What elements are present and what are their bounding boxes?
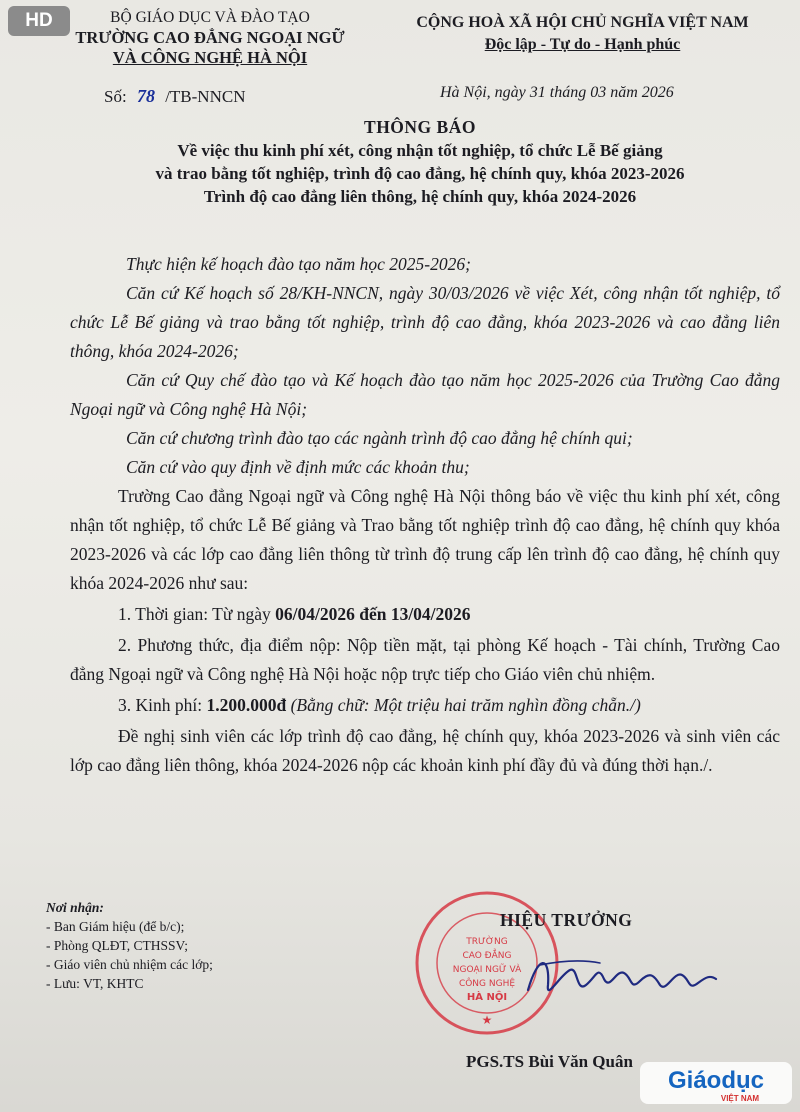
school-name-line1: TRƯỜNG CAO ĐẲNG NGOẠI NGỮ: [75, 28, 345, 47]
svg-text:CAO ĐẲNG: CAO ĐẲNG: [462, 951, 512, 961]
notice-body: [70, 250, 780, 780]
svg-text:TRƯỜNG: TRƯỜNG: [466, 937, 508, 947]
item-fee: 3. Kinh phí: 1.200.000đ (Bằng chữ: Một triệu hai trăm nghìn đồng chẵn./): [118, 695, 641, 715]
basis-line: Căn cứ Kế hoạch số 28/KH-NNCN, ngày 30/03/2026 về việc Xét, công nhận tốt nghiệp, tổ chức Lễ Bế giảng và trao bằng tốt nghiệp, trình độ cao đẳng, khóa 2023-2026 và cao đẳng liên thông, khóa 2024-2026;: [70, 283, 780, 361]
basis-line: Thực hiện kế hoạch đào tạo năm học 2025-2026;: [126, 254, 471, 274]
fee-amount: 1.200.000đ: [206, 695, 287, 715]
svg-text:HÀ NỘI: HÀ NỘI: [466, 992, 508, 1003]
notice-heading: THÔNG BÁO: [364, 117, 476, 137]
number-label: Số:: [104, 87, 127, 106]
closing-paragraph: Đề nghị sinh viên các lớp trình độ cao đẳng, hệ chính quy, khóa 2023-2026 và sinh viên các lớp cao đẳng liên thông, khóa 2024-2026 nộp các khoản kinh phí đầy đủ và đúng thời hạn./.: [70, 726, 780, 775]
svg-text:CÔNG NGHỆ: CÔNG NGHỆ: [458, 979, 516, 989]
basis-line: Căn cứ Quy chế đào tạo và Kế hoạch đào tạo năm học 2025-2026 của Trường Cao đẳng Ngoại ngữ và Công nghệ Hà Nội;: [70, 370, 780, 419]
giaoduc-logo: [640, 1060, 792, 1106]
recipient-item: - Giáo viên chủ nhiệm các lớp;: [46, 957, 213, 972]
handwritten-signature: [520, 935, 720, 1015]
signer-name: PGS.TS Bùi Văn Quân: [466, 1052, 633, 1071]
notice-subject-1: Về việc thu kinh phí xét, công nhận tốt nghiệp, tổ chức Lễ Bế giảng: [177, 141, 663, 160]
basis-line: Căn cứ vào quy định về định mức các khoản thu;: [126, 457, 470, 477]
svg-text:★: ★: [481, 1013, 493, 1027]
recipient-item: - Ban Giám hiệu (để b/c);: [46, 919, 185, 934]
recipients-block: [46, 898, 366, 993]
number-suffix: /TB-NNCN: [165, 87, 246, 106]
recipient-item: - Phòng QLĐT, CTHSSV;: [46, 938, 189, 953]
recipient-item: - Lưu: VT, KHTC: [46, 976, 144, 991]
national-motto: Độc lập - Tự do - Hạnh phúc: [484, 36, 681, 53]
issuer-header: [60, 8, 360, 68]
fee-in-words: (Bằng chữ: Một triệu hai trăm nghìn đồng chẵn./): [286, 695, 641, 715]
basis-line: Căn cứ chương trình đào tạo các ngành trình độ cao đẳng hệ chính qui;: [126, 428, 633, 448]
intro-paragraph: Trường Cao đẳng Ngoại ngữ và Công nghệ Hà Nội thông báo về việc thu kinh phí xét, công nhận tốt nghiệp, tổ chức Lễ Bế giảng và Trao bằng tốt nghiệp trình độ cao đẳng, hệ chính quy khóa 2023-2026 và các lớp cao đẳng liên thông từ trình độ trung cấp lên trình độ cao đẳng, hệ chính quy khóa 2024-2026 như sau:: [70, 486, 780, 593]
notice-subject-3: Trình độ cao đẳng liên thông, hệ chính quy, khóa 2024-2026: [203, 187, 637, 206]
svg-text:Giáodục: Giáodục: [667, 1067, 765, 1094]
notice-subject-2: và trao bằng tốt nghiệp, trình độ cao đẳng, hệ chính quy, khóa 2023-2026: [155, 164, 685, 183]
country-name: CỘNG HOÀ XÃ HỘI CHỦ NGHĨA VIỆT NAM: [416, 14, 749, 31]
item-method: 2. Phương thức, địa điểm nộp: Nộp tiền mặt, tại phòng Kế hoạch - Tài chính, Trường Cao đẳng Ngoại ngữ và Công nghệ Hà Nội hoặc nộp trực tiếp cho Giáo viên chủ nhiệm.: [70, 635, 780, 684]
notice-title: [60, 116, 780, 208]
ministry-name: BỘ GIÁO DỤC VÀ ĐÀO TẠO: [110, 9, 310, 26]
signer-title: HIỆU TRƯỞNG: [500, 910, 633, 930]
svg-text:VIỆT NAM: VIỆT NAM: [720, 1094, 760, 1103]
document-number: [104, 86, 245, 107]
school-name-line2: VÀ CÔNG NGHỆ HÀ NỘI: [112, 48, 308, 67]
hd-badge[interactable]: HD: [8, 6, 70, 36]
number-handwritten: 78: [136, 86, 155, 106]
item-time: 1. Thời gian: Từ ngày 06/04/2026 đến 13/04/2026: [118, 604, 471, 624]
issue-date: Hà Nội, ngày 31 tháng 03 năm 2026: [440, 84, 674, 101]
recipients-heading: Nơi nhận:: [46, 900, 104, 915]
national-header: [385, 12, 780, 56]
time-range: 06/04/2026 đến 13/04/2026: [275, 604, 471, 624]
svg-text:NGOẠI NGỮ VÀ: NGOẠI NGỮ VÀ: [452, 965, 522, 975]
